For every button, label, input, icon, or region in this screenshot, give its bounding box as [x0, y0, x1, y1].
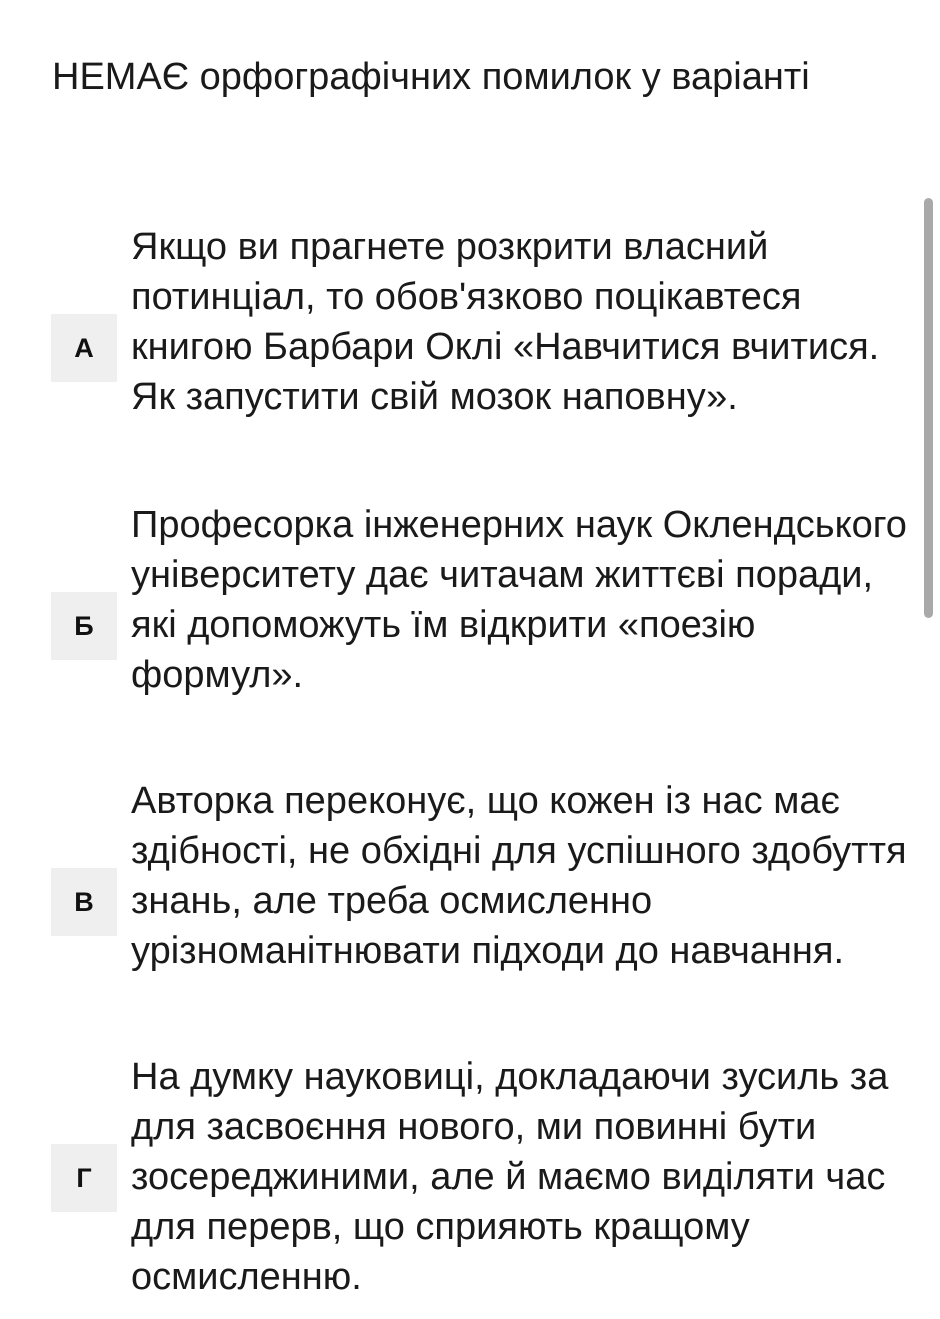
option-c-letter[interactable]: В — [51, 868, 117, 936]
option-d-letter[interactable]: Г — [51, 1144, 117, 1212]
option-a-letter[interactable]: А — [51, 314, 117, 382]
option-a-text: Якщо ви прагнете розкрити власний потинціал, то обов'язково поцікавтеся книгою Барбари Оклі «Навчитися вчитися. Як запустити свій мозок наповну». — [131, 226, 880, 418]
question-text: НЕМАЄ орфографічних помилок у варіанті — [52, 56, 810, 98]
option-b-text: Професорка інженерних наук Оклендського університету дає читачам життєві поради, які допоможуть їм відкрити «поезію формул». — [131, 504, 907, 696]
option-d-text: На думку науковиці, докладаючи зусиль за для засвоєння нового, ми повинні бути зосереджиними, але й маємо виділяти час для перерв, що сприяють кращому осмисленню. — [131, 1056, 889, 1298]
scrollbar-thumb[interactable] — [924, 198, 933, 618]
option-c-text: Авторка переконує, що кожен із нас має здібності, не обхідні для успішного здобуття знань, але треба осмисленно урізноманітнювати підходи до навчання. — [131, 780, 907, 972]
option-b-letter[interactable]: Б — [51, 592, 117, 660]
